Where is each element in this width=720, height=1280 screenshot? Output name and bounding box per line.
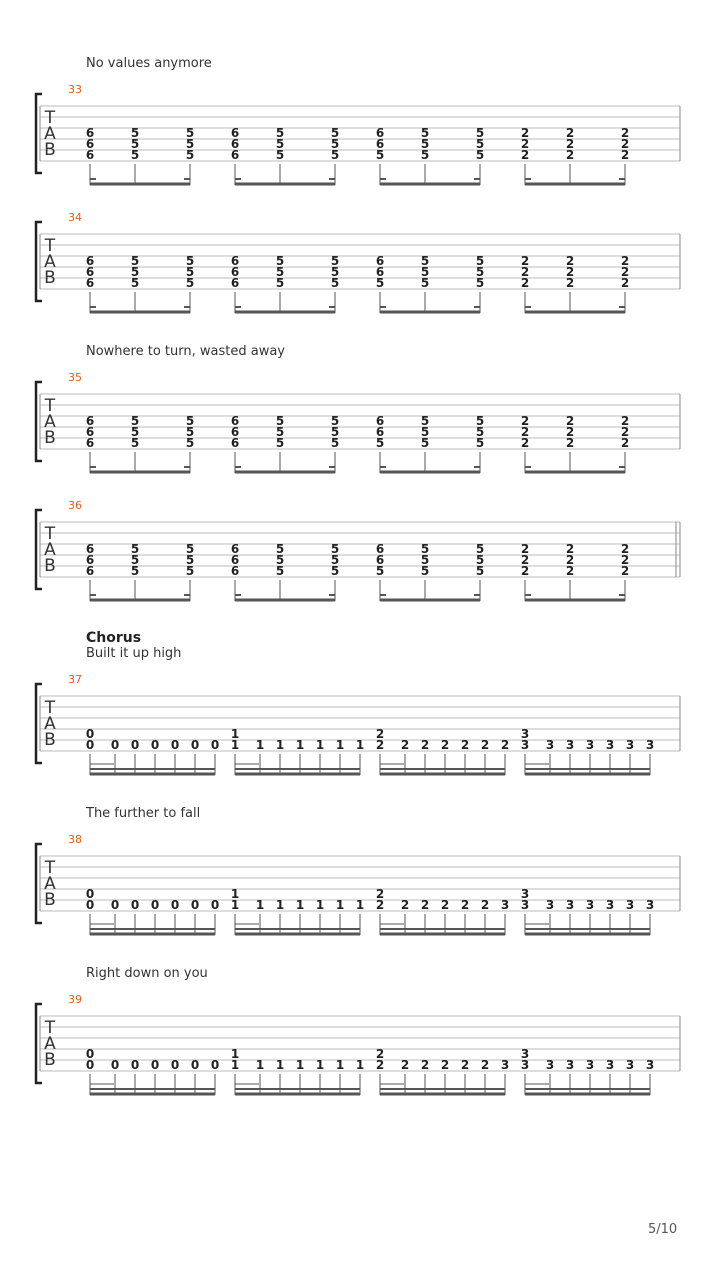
page-number: 5/10: [648, 1222, 678, 1237]
fret-number: 5: [275, 265, 285, 279]
fret-number: 6: [230, 436, 240, 450]
fret-number: 0: [190, 1058, 200, 1072]
measure-number: 36: [68, 499, 82, 512]
fret-number: 2: [565, 425, 575, 439]
measure-number: 37: [68, 673, 82, 686]
fret-number: 6: [85, 425, 95, 439]
fret-number: 1: [315, 1058, 325, 1072]
fret-number: 5: [185, 564, 195, 578]
fret-number: 1: [295, 1058, 305, 1072]
fret-number: 6: [375, 542, 385, 556]
fret-number: 2: [620, 126, 630, 140]
fret-number: 2: [565, 553, 575, 567]
fret-number: 2: [440, 738, 450, 752]
fret-number: 5: [275, 126, 285, 140]
fret-number: 3: [645, 898, 655, 912]
tab-clef-letter: B: [44, 428, 56, 448]
fret-number: 1: [335, 738, 345, 752]
fret-number: 5: [330, 553, 340, 567]
fret-number: 6: [85, 254, 95, 268]
fret-number: 2: [520, 414, 530, 428]
fret-number: 2: [440, 1058, 450, 1072]
tab-clef-letter: A: [44, 412, 56, 432]
fret-number: 0: [130, 898, 140, 912]
fret-number: 6: [230, 126, 240, 140]
fret-number: 2: [375, 1047, 385, 1061]
fret-number: 2: [480, 1058, 490, 1072]
fret-number: 3: [520, 1047, 530, 1061]
fret-number: 1: [255, 1058, 265, 1072]
fret-number: 5: [330, 265, 340, 279]
fret-number: 0: [190, 898, 200, 912]
fret-number: 0: [170, 1058, 180, 1072]
fret-number: 6: [85, 542, 95, 556]
fret-number: 2: [375, 887, 385, 901]
measure-number: 34: [68, 211, 82, 224]
fret-number: 5: [130, 254, 140, 268]
fret-number: 5: [420, 553, 430, 567]
fret-number: 6: [375, 254, 385, 268]
fret-number: 5: [130, 126, 140, 140]
fret-number: 2: [620, 436, 630, 450]
measure-number: 38: [68, 833, 82, 846]
fret-number: 0: [210, 898, 220, 912]
fret-number: 1: [230, 738, 240, 752]
fret-number: 0: [85, 887, 95, 901]
fret-number: 2: [460, 898, 470, 912]
fret-number: 5: [330, 414, 340, 428]
fret-number: 6: [85, 276, 95, 290]
fret-number: 5: [330, 564, 340, 578]
fret-number: 5: [475, 425, 485, 439]
fret-number: 5: [275, 542, 285, 556]
lyric-measure-39: Right down on you: [86, 966, 208, 981]
fret-number: 0: [110, 898, 120, 912]
fret-number: 5: [130, 276, 140, 290]
tab-clef-letter: T: [44, 698, 56, 718]
fret-number: 5: [330, 436, 340, 450]
fret-number: 2: [565, 564, 575, 578]
fret-number: 5: [185, 276, 195, 290]
fret-number: 3: [520, 727, 530, 741]
fret-number: 6: [85, 265, 95, 279]
fret-number: 0: [110, 1058, 120, 1072]
fret-number: 5: [375, 276, 385, 290]
fret-number: 1: [295, 898, 305, 912]
fret-number: 5: [475, 265, 485, 279]
fret-number: 5: [130, 425, 140, 439]
fret-number: 2: [520, 276, 530, 290]
fret-number: 3: [625, 1058, 635, 1072]
fret-number: 3: [625, 738, 635, 752]
fret-number: 0: [85, 738, 95, 752]
fret-number: 3: [605, 898, 615, 912]
fret-number: 5: [130, 265, 140, 279]
tab-clef-letter: A: [44, 540, 56, 560]
fret-number: 1: [230, 898, 240, 912]
fret-number: 5: [185, 137, 195, 151]
fret-number: 6: [85, 126, 95, 140]
fret-number: 0: [85, 727, 95, 741]
tab-clef-letter: T: [44, 236, 56, 256]
fret-number: 6: [375, 425, 385, 439]
fret-number: 5: [330, 148, 340, 162]
fret-number: 6: [85, 436, 95, 450]
tab-clef-letter: B: [44, 1050, 56, 1070]
fret-number: 5: [420, 148, 430, 162]
fret-number: 6: [85, 137, 95, 151]
fret-number: 5: [475, 542, 485, 556]
fret-number: 1: [355, 738, 365, 752]
fret-number: 1: [295, 738, 305, 752]
fret-number: 5: [475, 126, 485, 140]
tab-clef-letter: A: [44, 1034, 56, 1054]
fret-number: 3: [645, 738, 655, 752]
fret-number: 5: [475, 436, 485, 450]
measure-number: 33: [68, 83, 82, 96]
fret-number: 1: [355, 898, 365, 912]
fret-number: 2: [520, 254, 530, 268]
tab-clef-letter: A: [44, 124, 56, 144]
fret-number: 3: [545, 1058, 555, 1072]
fret-number: 5: [475, 553, 485, 567]
tab-clef-letter: T: [44, 858, 56, 878]
fret-number: 5: [420, 414, 430, 428]
fret-number: 5: [330, 126, 340, 140]
fret-number: 2: [520, 542, 530, 556]
fret-number: 2: [565, 542, 575, 556]
fret-number: 5: [475, 414, 485, 428]
fret-number: 2: [420, 1058, 430, 1072]
fret-number: 0: [85, 1047, 95, 1061]
fret-number: 5: [275, 148, 285, 162]
fret-number: 1: [315, 738, 325, 752]
fret-number: 5: [330, 254, 340, 268]
fret-number: 1: [230, 887, 240, 901]
fret-number: 3: [585, 898, 595, 912]
lyric-measure-33: No values anymore: [86, 56, 212, 71]
fret-number: 5: [475, 137, 485, 151]
fret-number: 2: [375, 1058, 385, 1072]
fret-number: 5: [330, 542, 340, 556]
fret-number: 0: [150, 898, 160, 912]
fret-number: 2: [480, 898, 490, 912]
fret-number: 1: [275, 738, 285, 752]
fret-number: 5: [275, 254, 285, 268]
fret-number: 6: [85, 564, 95, 578]
fret-number: 1: [355, 1058, 365, 1072]
fret-number: 5: [420, 265, 430, 279]
fret-number: 2: [565, 265, 575, 279]
fret-number: 2: [400, 898, 410, 912]
fret-number: 3: [645, 1058, 655, 1072]
fret-number: 1: [230, 727, 240, 741]
fret-number: 1: [315, 898, 325, 912]
fret-number: 5: [420, 126, 430, 140]
fret-number: 5: [185, 126, 195, 140]
fret-number: 5: [275, 276, 285, 290]
fret-number: 2: [620, 553, 630, 567]
fret-number: 2: [420, 898, 430, 912]
fret-number: 2: [480, 738, 490, 752]
fret-number: 2: [620, 254, 630, 268]
fret-number: 2: [565, 436, 575, 450]
fret-number: 5: [185, 553, 195, 567]
fret-number: 0: [210, 738, 220, 752]
fret-number: 1: [335, 1058, 345, 1072]
fret-number: 3: [565, 898, 575, 912]
fret-number: 0: [130, 738, 140, 752]
fret-number: 1: [335, 898, 345, 912]
measure-number: 39: [68, 993, 82, 1006]
fret-number: 5: [330, 425, 340, 439]
fret-number: 5: [275, 436, 285, 450]
fret-number: 2: [620, 564, 630, 578]
fret-number: 0: [210, 1058, 220, 1072]
fret-number: 6: [230, 414, 240, 428]
fret-number: 3: [605, 738, 615, 752]
tab-clef-letter: A: [44, 252, 56, 272]
fret-number: 5: [130, 564, 140, 578]
fret-number: 6: [230, 137, 240, 151]
fret-number: 3: [520, 898, 530, 912]
fret-number: 6: [230, 564, 240, 578]
fret-number: 5: [420, 276, 430, 290]
tab-clef-letter: B: [44, 730, 56, 750]
fret-number: 5: [375, 436, 385, 450]
fret-number: 2: [400, 1058, 410, 1072]
fret-number: 1: [255, 898, 265, 912]
fret-number: 2: [620, 276, 630, 290]
fret-number: 6: [375, 126, 385, 140]
fret-number: 6: [85, 553, 95, 567]
fret-number: 2: [520, 425, 530, 439]
fret-number: 5: [375, 148, 385, 162]
fret-number: 5: [130, 137, 140, 151]
fret-number: 0: [170, 898, 180, 912]
tab-clef-letter: T: [44, 1018, 56, 1038]
tab-clef-letter: A: [44, 714, 56, 734]
fret-number: 6: [375, 137, 385, 151]
tab-clef-letter: B: [44, 890, 56, 910]
fret-number: 5: [185, 542, 195, 556]
fret-number: 6: [85, 414, 95, 428]
lyric-measure-38: The further to fall: [86, 806, 201, 821]
measure-number: 35: [68, 371, 82, 384]
fret-number: 5: [185, 414, 195, 428]
fret-number: 5: [420, 564, 430, 578]
fret-number: 5: [475, 254, 485, 268]
fret-number: 2: [620, 425, 630, 439]
fret-number: 3: [500, 1058, 510, 1072]
fret-number: 1: [255, 738, 265, 752]
fret-number: 0: [85, 1058, 95, 1072]
fret-number: 2: [520, 553, 530, 567]
fret-number: 1: [275, 1058, 285, 1072]
fret-number: 2: [620, 148, 630, 162]
fret-number: 5: [130, 553, 140, 567]
fret-number: 3: [520, 1058, 530, 1072]
fret-number: 1: [230, 1047, 240, 1061]
fret-number: 2: [500, 738, 510, 752]
fret-number: 5: [475, 148, 485, 162]
fret-number: 0: [110, 738, 120, 752]
fret-number: 2: [520, 148, 530, 162]
fret-number: 2: [520, 564, 530, 578]
fret-number: 5: [185, 148, 195, 162]
fret-number: 5: [185, 265, 195, 279]
fret-number: 2: [420, 738, 430, 752]
fret-number: 6: [375, 414, 385, 428]
fret-number: 6: [375, 553, 385, 567]
section-label: Chorus: [86, 630, 142, 646]
fret-number: 6: [230, 542, 240, 556]
fret-number: 2: [520, 126, 530, 140]
fret-number: 5: [275, 553, 285, 567]
fret-number: 2: [565, 148, 575, 162]
lyric-measure-35: Nowhere to turn, wasted away: [86, 344, 285, 359]
fret-number: 3: [520, 738, 530, 752]
fret-number: 6: [375, 265, 385, 279]
fret-number: 2: [565, 254, 575, 268]
fret-number: 6: [230, 254, 240, 268]
tab-clef-letter: T: [44, 108, 56, 128]
fret-number: 2: [460, 738, 470, 752]
fret-number: 2: [400, 738, 410, 752]
fret-number: 5: [420, 425, 430, 439]
fret-number: 5: [275, 564, 285, 578]
tab-clef-letter: B: [44, 140, 56, 160]
fret-number: 5: [130, 148, 140, 162]
fret-number: 0: [150, 1058, 160, 1072]
fret-number: 2: [520, 137, 530, 151]
fret-number: 5: [185, 254, 195, 268]
fret-number: 0: [130, 1058, 140, 1072]
fret-number: 5: [275, 137, 285, 151]
fret-number: 2: [520, 265, 530, 279]
fret-number: 6: [230, 276, 240, 290]
fret-number: 3: [625, 898, 635, 912]
fret-number: 5: [375, 564, 385, 578]
fret-number: 5: [130, 436, 140, 450]
fret-number: 1: [275, 898, 285, 912]
fret-number: 3: [500, 898, 510, 912]
fret-number: 5: [475, 564, 485, 578]
fret-number: 0: [190, 738, 200, 752]
fret-number: 3: [565, 738, 575, 752]
fret-number: 5: [475, 276, 485, 290]
fret-number: 5: [420, 542, 430, 556]
tab-clef-letter: T: [44, 524, 56, 544]
fret-number: 2: [375, 898, 385, 912]
fret-number: 5: [420, 254, 430, 268]
fret-number: 2: [620, 414, 630, 428]
fret-number: 6: [230, 265, 240, 279]
fret-number: 0: [85, 898, 95, 912]
fret-number: 2: [620, 542, 630, 556]
fret-number: 2: [375, 727, 385, 741]
fret-number: 2: [620, 265, 630, 279]
fret-number: 5: [275, 425, 285, 439]
tab-clef-letter: A: [44, 874, 56, 894]
tab-clef-letter: T: [44, 396, 56, 416]
fret-number: 6: [230, 425, 240, 439]
fret-number: 0: [170, 738, 180, 752]
fret-number: 6: [85, 148, 95, 162]
fret-number: 2: [520, 436, 530, 450]
fret-number: 2: [565, 126, 575, 140]
fret-number: 3: [520, 887, 530, 901]
fret-number: 5: [420, 137, 430, 151]
fret-number: 2: [565, 137, 575, 151]
fret-number: 3: [585, 1058, 595, 1072]
fret-number: 2: [620, 137, 630, 151]
fret-number: 5: [420, 436, 430, 450]
fret-number: 5: [185, 436, 195, 450]
lyric-measure-37: Built it up high: [86, 646, 182, 661]
tab-clef-letter: B: [44, 268, 56, 288]
fret-number: 5: [330, 276, 340, 290]
fret-number: 2: [460, 1058, 470, 1072]
tab-clef-letter: B: [44, 556, 56, 576]
fret-number: 5: [330, 137, 340, 151]
fret-number: 3: [545, 738, 555, 752]
fret-number: 2: [565, 414, 575, 428]
fret-number: 5: [275, 414, 285, 428]
fret-number: 3: [545, 898, 555, 912]
fret-number: 2: [440, 898, 450, 912]
fret-number: 3: [605, 1058, 615, 1072]
fret-number: 1: [230, 1058, 240, 1072]
fret-number: 2: [375, 738, 385, 752]
fret-number: 3: [565, 1058, 575, 1072]
fret-number: 5: [130, 414, 140, 428]
fret-number: 3: [585, 738, 595, 752]
fret-number: 0: [150, 738, 160, 752]
fret-number: 6: [230, 148, 240, 162]
fret-number: 2: [565, 276, 575, 290]
fret-number: 5: [130, 542, 140, 556]
fret-number: 6: [230, 553, 240, 567]
fret-number: 5: [185, 425, 195, 439]
